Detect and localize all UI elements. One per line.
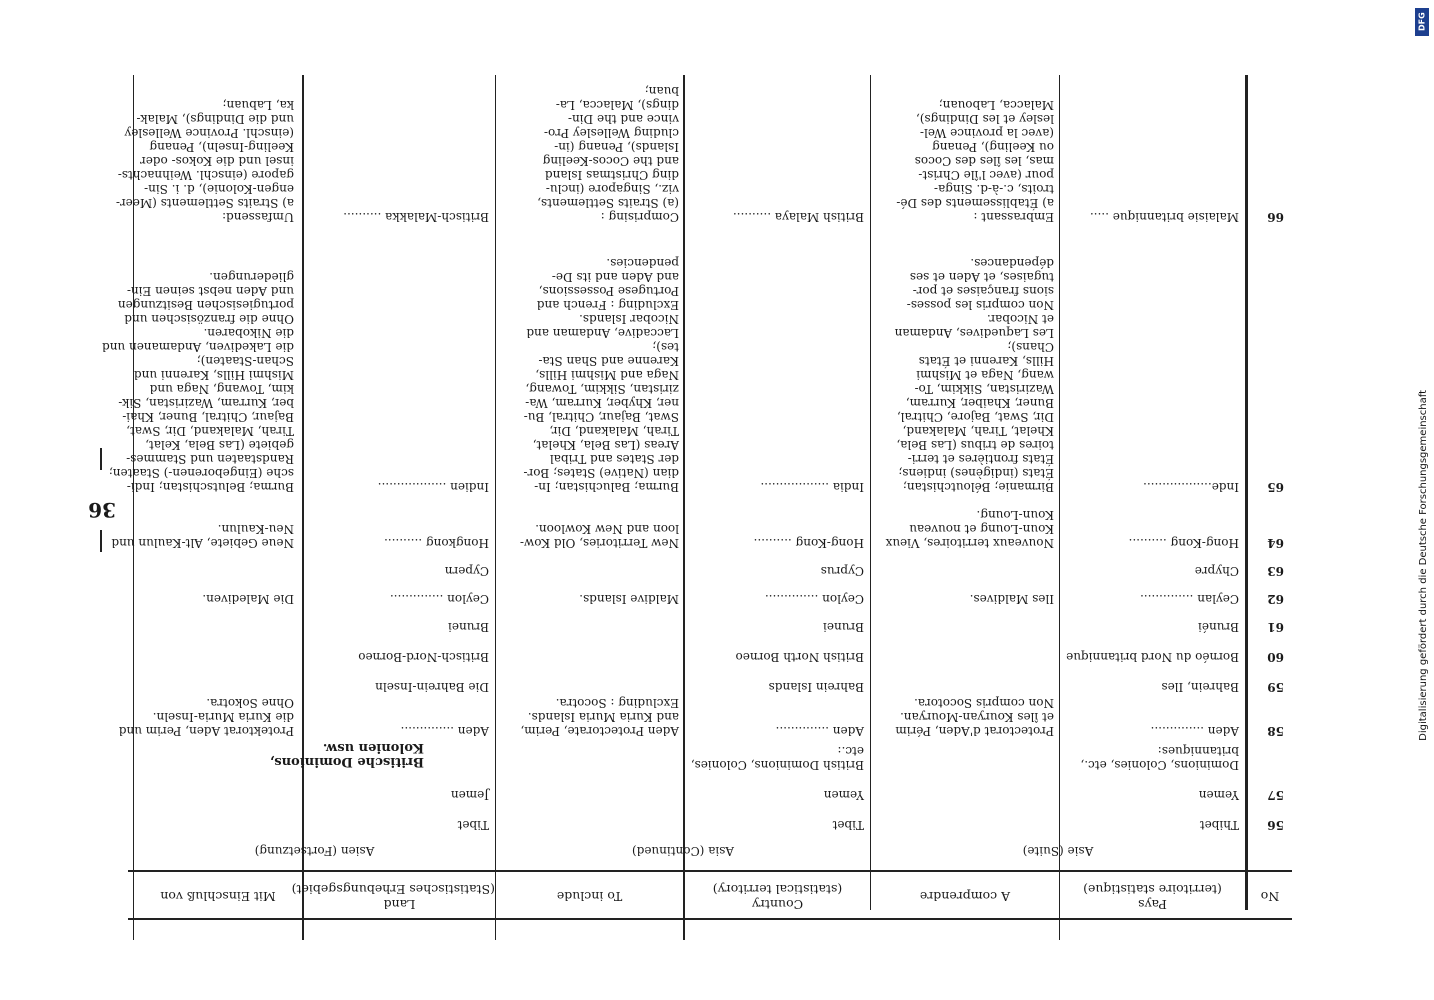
header-to-include: To include — [556, 889, 623, 904]
row-no: 56 — [1267, 818, 1284, 832]
row-no: 63 — [1267, 564, 1284, 578]
page-number: 36 — [88, 498, 116, 522]
en-include: Aden Protectorate, Perim, and Kuria Muria Islands. Excluding : Socotra. — [520, 696, 679, 738]
en-country: Ceylon .............. — [764, 592, 864, 606]
section-fr: Asie (Suite) — [1022, 844, 1094, 858]
de-include: Protektorat Aden, Perim und die Kuria Muria-Inseln. Ohne Sokotra. — [118, 696, 294, 738]
de-country: Britisch-Malakka .......... — [343, 210, 489, 224]
de-country: Britisch-Nord-Borneo — [358, 650, 489, 664]
fr-country: Ceylan .............. — [1140, 592, 1239, 606]
de-country: Ceylon .............. — [389, 592, 489, 606]
header-mit-einschluss: Mit Einschluß von — [160, 889, 276, 904]
header-rule-bottom — [128, 870, 1292, 872]
column-divider-bold — [683, 75, 685, 940]
en-include: Maldive Islands. — [579, 592, 679, 606]
dfg-logo: DFG — [1415, 8, 1429, 36]
fr-include: Nouveaux territoires, Vieux Koun-Loung et nouveau Koun-Loung. — [885, 508, 1054, 550]
en-country: British Malaya .......... — [732, 210, 864, 224]
en-country: Bahrein Islands — [768, 680, 864, 694]
row-no: 64 — [1267, 536, 1284, 550]
fr-country: Yemen — [1198, 788, 1239, 802]
de-country: Hongkong .......... — [384, 536, 489, 550]
de-country: Jemen — [450, 788, 489, 802]
de-country: Cypern — [444, 564, 489, 578]
en-include: Burma; Baluchistan; In- dian (Native) States; Bor- der States and Tribal Areas (Las Bela, Khelat, Tirah, Malakand, Dir, Swat, Bajaur, Chitral, Bu- ner, Khyber, Kurram, Wa- ziristan, Sikkim, Towang, Naga and Mishmi Hills, Karenne and Shan Sta- tes); Laccadive, Andaman and Nicobar Islands. Excluding : French and Portugese Possessions, and Aden and its De- pendencies. — [523, 256, 679, 494]
fr-country: Bornéo du Nord britannique — [1066, 650, 1239, 664]
fr-country: Brunéi — [1198, 620, 1239, 634]
de-country: Indien .................. — [377, 480, 489, 494]
header-rule-top — [128, 918, 1292, 920]
row-no: 61 — [1267, 620, 1284, 634]
en-country: Aden .............. — [775, 724, 864, 738]
en-country: Yemen — [823, 788, 864, 802]
row-no: 59 — [1267, 680, 1284, 694]
section-de: Asien (Fortsetzung) — [254, 844, 375, 858]
table-left-border — [1245, 75, 1248, 910]
en-country: Hong-Kong .......... — [753, 536, 864, 550]
header-pays: Pays (territoire statistique) — [1083, 882, 1222, 912]
page-number-dash — [100, 448, 102, 470]
fr-country: Inde.................. — [1143, 480, 1239, 494]
row-no: 57 — [1267, 788, 1284, 802]
en-country: India .................. — [760, 480, 864, 494]
digitization-note: Digitalisierung gefördert durch die Deutsche Forschungsgemeinschaft — [1418, 390, 1429, 741]
row-no: 65 — [1267, 480, 1284, 494]
fr-country: Malaisie britannique ..... — [1089, 210, 1239, 224]
de-country: Britische Dominions, Kolonien usw. — [269, 740, 424, 769]
row-no: 66 — [1267, 210, 1284, 224]
fr-country: Aden .............. — [1150, 724, 1239, 738]
fr-include: Iles Maldives. — [969, 592, 1054, 606]
de-include: Umfassend: a) Straits Settlements (Meer- engen-Kolonie), d. i. Sin- gapore (einschl. Weihnachts- insel und die Kokos- oder Keeling-Inseln), Penang (einschl. Province Wellesley und die Dindings), Malak- ka, Labuan; — [115, 98, 294, 224]
fr-include: Embrassant : a) Établissements des Dé- troits, c.-à-d. Singa- pour (avec l'île Christ- mas, les îles des Cocos ou Keeling), Penang (avec la province Wel- lesley et les Dindings), Malacca, Labouan; — [896, 98, 1054, 224]
de-include: Burma; Belutschistan; Indi- sche (Eingeborenen-) Staaten; Randstaaten und Stammes- gebiete (Las Bela, Kelat, Tirah, Malakand, Dir, Swat, Bajaur, Chitral, Buner, Khai- ber, Kurram, Waziristan, Sik- kim, Towang, Naga und Mishmi Hills, Karenni und Schan-Staaten); die Lakediven, Andamanen und die Nikobaren. Ohne die französischen und portugiesischen Besitzungen und Aden nebst seinen Ein- gliederungen. — [102, 270, 294, 494]
fr-include: Birmanie; Béloutchistan; États (indigènes) indiens; États frontières et terri- toires de tribus (Las Bela, Khelat, Tirah, Malakand, Dir, Swat, Bajore, Chitral, Buner, Khaiber, Kurram, Waziristan, Sikkim, To- wang, Naga et Mishmi Hills, Karenni et États Chans); Les Laquedives, Andaman et Nicobar. Non compris les posses- sions françaises et por- tugaises, et Aden et ses dépendances. — [894, 256, 1054, 494]
row-no: 58 — [1267, 724, 1284, 738]
header-no: No — [1260, 889, 1280, 904]
de-country: Aden .............. — [400, 724, 489, 738]
header-country: Country (statistical territory) — [712, 882, 843, 912]
de-include: Die Malediven. — [202, 592, 294, 606]
en-include: New Territories, Old Kow- loon and New Kowloon. — [519, 522, 679, 550]
fr-country: Dominions, Colonies, etc., britanniques: — [1080, 744, 1239, 772]
fr-country: Hong-Kong .......... — [1128, 536, 1239, 550]
row-no: 62 — [1267, 592, 1284, 606]
fr-country: Chypre — [1194, 564, 1239, 578]
header-land: Land (Statistisches Erhebungsgebiet) — [291, 882, 495, 912]
column-divider — [1059, 75, 1060, 940]
section-en: Asia (Continued) — [631, 844, 735, 858]
de-country: Die Bahrein-Inseln — [375, 680, 489, 694]
header-a-comprendre: A comprendre — [919, 889, 1011, 904]
fr-country: Bahrein, Iles — [1161, 680, 1239, 694]
de-country: Tibet — [457, 818, 489, 832]
en-include: Comprising : (a) Straits Settlements, viz., Singapore (inclu- ding Christmas Island and the Cocos-Keeling Islands), Penang (in- cluding Wellesley Pro- vince and the Din- dings), Malacca, La- buan; — [537, 84, 679, 224]
en-country: Brunei — [823, 620, 864, 634]
column-divider — [495, 75, 496, 940]
en-country: British Dominions, Colonies, etc.: — [690, 744, 864, 772]
en-country: British North Borneo — [735, 650, 864, 664]
column-divider-bold — [302, 75, 304, 940]
en-country: Tibet — [832, 818, 864, 832]
fr-include: Protectorat d'Aden, Périm et îles Kouryan-Mouryan. Non compris Socotora. — [895, 696, 1054, 738]
row-no: 60 — [1267, 650, 1284, 664]
fr-country: Thibet — [1199, 818, 1239, 832]
en-country: Cyprus — [820, 564, 864, 578]
page-number-dash — [100, 530, 102, 552]
de-include: Neue Gebiete, Alt-Kaulun und Neu-Kaulun. — [111, 522, 294, 550]
de-country: Brunei — [448, 620, 489, 634]
column-divider — [870, 75, 871, 910]
